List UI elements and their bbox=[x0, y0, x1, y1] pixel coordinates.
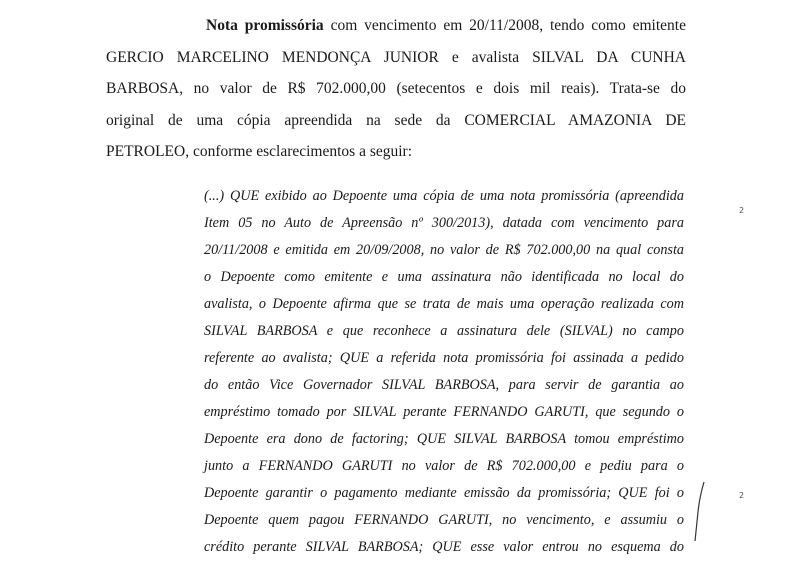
quote-line: o Depoente como emitente e uma assinatura não identificada no local do bbox=[204, 269, 684, 285]
quote-line: Depoente quem pagou FERNANDO GARUTI, no vencimento, e assumiu o bbox=[204, 512, 684, 528]
intro-line-1 bbox=[106, 10, 686, 42]
testimony-quote bbox=[204, 183, 684, 561]
promissory-note-heading: Nota promissória bbox=[206, 17, 324, 34]
quote-line: referente ao avalista; QUE a referida nota promissória foi assinada a pedido bbox=[204, 350, 684, 366]
quote-line: do então Vice Governador SILVAL BARBOSA, para servir de garantia ao bbox=[204, 377, 684, 393]
margin-page-mark: 2 bbox=[739, 206, 745, 215]
quote-line: junto a FERNANDO GARUTI no valor de R$ 702.000,00 e pediu para o bbox=[204, 458, 684, 474]
handwritten-margin-stroke-icon bbox=[690, 480, 710, 542]
quote-line: empréstimo tomado por SILVAL perante FERNANDO GARUTI, que segundo o bbox=[204, 404, 684, 420]
intro-line-2: GERCIO MARCELINO MENDONÇA JUNIOR e avalista SILVAL DA CUNHA bbox=[106, 48, 686, 66]
margin-page-mark: 2 bbox=[739, 491, 745, 500]
quote-line: avalista, o Depoente afirma que se trata de mais uma operação realizada com bbox=[204, 296, 684, 312]
intro-line-1-text: com vencimento em 20/11/2008, tendo como emitente bbox=[323, 17, 686, 34]
quote-line: Depoente garantir o pagamento mediante emissão da promissória; QUE foi o bbox=[204, 485, 684, 501]
intro-line-3: BARBOSA, no valor de R$ 702.000,00 (setecentos e dois mil reais). Trata-se do bbox=[106, 80, 686, 97]
quote-line: Item 05 no Auto de Apreensão nº 300/2013), datada com vencimento para bbox=[204, 215, 684, 231]
quote-line: (...) QUE exibido ao Depoente uma cópia de uma nota promissória (apreendida bbox=[204, 188, 684, 204]
quote-line: Depoente era dono de factoring; QUE SILVAL BARBOSA tomou empréstimo bbox=[204, 431, 684, 447]
intro-line-4: original de uma cópia apreendida na sede da COMERCIAL AMAZONIA DE bbox=[106, 111, 686, 129]
intro-paragraph bbox=[106, 10, 686, 168]
quote-line: crédito perante SILVAL BARBOSA; QUE esse valor entrou no esquema do bbox=[204, 539, 684, 555]
quote-line: 20/11/2008 e emitida em 20/09/2008, no valor de R$ 702.000,00 na qual consta bbox=[204, 242, 684, 258]
intro-line-5: PETROLEO, conforme esclarecimentos a seguir: bbox=[106, 143, 413, 160]
quote-line: SILVAL BARBOSA e que reconhece a assinatura dele (SILVAL) no campo bbox=[204, 323, 684, 339]
